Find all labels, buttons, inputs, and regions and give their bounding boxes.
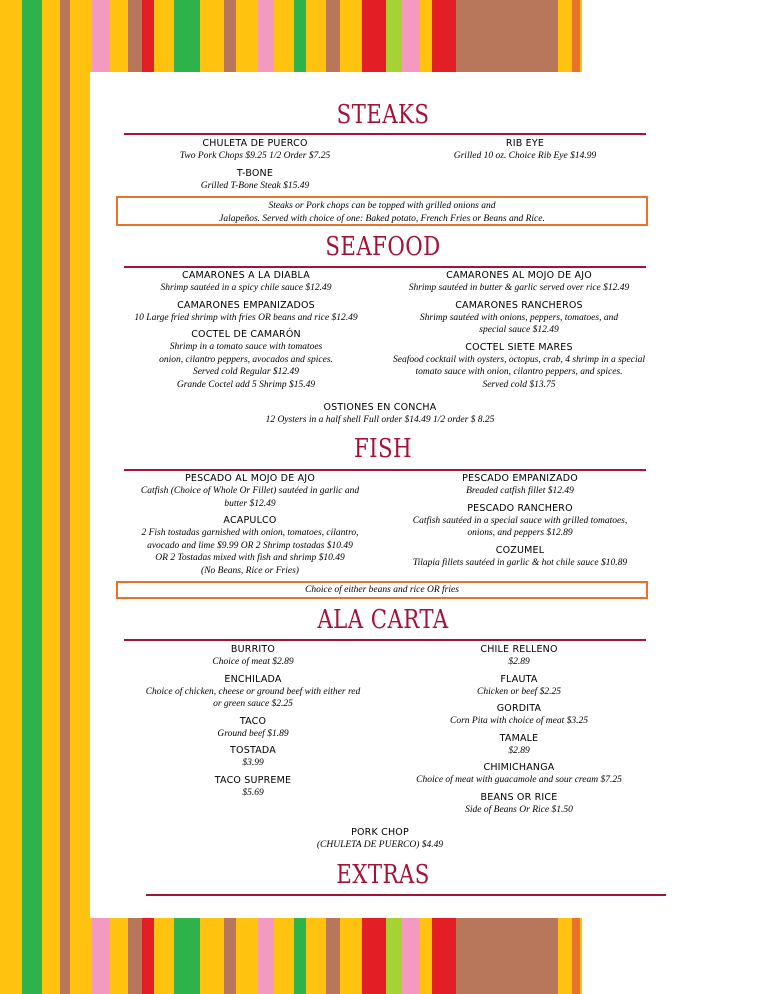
menu-item (112, 472, 388, 510)
stripe (22, 0, 42, 994)
item-desc: $3.99 (242, 758, 264, 768)
seafood-rule (124, 266, 646, 268)
menu-item (390, 137, 660, 163)
item-desc: $2.89 (508, 657, 530, 667)
item-name: CAMARONES EMPANIZADOS (177, 299, 315, 311)
item-desc: Grilled T-Bone Steak $15.49 (200, 180, 310, 191)
item-desc-line: OR 2 Tostadas mixed with fish and shrimp $10.49 (155, 553, 345, 563)
item-name: BEANS OR RICE (480, 791, 558, 803)
menu-item (386, 732, 652, 758)
menu-item (386, 702, 652, 728)
seafood-heading: SEAFOOD (325, 232, 441, 262)
item-name: ENCHILADA (224, 673, 282, 685)
steaks-left-column (120, 137, 390, 196)
menu-item (386, 673, 652, 699)
item-desc: 12 Oysters in a half shell Full order $14.49 1/2 order $ 8.25 (265, 415, 495, 425)
menu-panel (90, 72, 676, 918)
alacarta-left-column (120, 643, 386, 803)
item-desc: Shrimp sautéed in a spicy chile sauce $12.49 (160, 283, 332, 293)
item-desc: Corn Pita with choice of meat $3.25 (449, 716, 588, 726)
menu-item (110, 269, 382, 295)
item-desc-line: Choice of chicken, cheese or ground beef with either red (145, 686, 361, 697)
item-desc: $5.69 (242, 787, 264, 798)
menu-item (374, 299, 664, 337)
menu-item (386, 791, 652, 817)
steaks-note-line1: Steaks or Pork chops can be topped with grilled onions and (268, 201, 496, 211)
item-desc-line: tomato sauce with onion, cilantro peppers, and spices. (415, 367, 623, 377)
steaks-note-line2: Jalapeños. Served with choice of one: Baked potato, French Fries or Beans and Rice. (219, 213, 545, 224)
alacarta-heading: ALA CARTA (317, 605, 449, 635)
item-desc: Shrimp sautéed in butter & garlic served over rice $12.49 (408, 283, 630, 293)
item-desc-line: or green sauce $2.25 (213, 699, 293, 709)
extras-heading: EXTRAS (336, 860, 430, 890)
item-desc: Chicken or beef $2.25 (477, 686, 561, 697)
item-desc (110, 341, 382, 391)
menu-item (388, 472, 652, 498)
item-name: PESCADO AL MOJO DE AJO (184, 473, 315, 484)
item-desc-line: avocado and lime $9.99 OR 2 Shrimp tostadas $10.49 (147, 540, 353, 551)
item-name: COZUMEL (495, 544, 545, 556)
fish-heading: FISH (353, 434, 413, 464)
menu-item (120, 673, 386, 711)
item-desc-line: onion, cilantro peppers, avocados and spices. (159, 354, 333, 365)
item-name: GORDITA (496, 703, 542, 714)
seafood-right-column (374, 269, 664, 395)
item-name: COCTEL DE CAMARÓN (191, 329, 301, 340)
menu-item (110, 328, 382, 391)
stripe (60, 0, 70, 994)
alacarta-right-column (386, 643, 652, 820)
fish-note-box (116, 581, 648, 599)
item-name: BURRITO (230, 644, 276, 655)
stripe (0, 0, 22, 994)
item-desc: Tilapia fillets sautéed in garlic & hot chile sauce $10.89 (412, 557, 628, 568)
item-desc: Grilled 10 oz. Choice Rib Eye $14.99 (453, 151, 597, 161)
fish-left-column (112, 472, 388, 581)
item-desc-line: Served cold $13.75 (482, 379, 556, 390)
item-desc: Breaded catfish fillet $12.49 (466, 486, 574, 496)
menu-item (120, 774, 386, 800)
item-name: FLAUTA (500, 673, 538, 685)
item-desc (112, 527, 388, 577)
item-desc-line: Grande Coctel add 5 Shrimp $15.49 (176, 379, 316, 390)
item-desc: (CHULETA DE PUERCO) $4.49 (316, 840, 444, 850)
item-name: CHULETA DE PUERCO (202, 138, 308, 149)
item-desc-line: Catfish (Choice of Whole Or Fillet) sautéed in garlic and (140, 486, 360, 496)
alacarta-center-item (240, 826, 520, 856)
fish-rule (124, 469, 646, 471)
item-name: CHIMICHANGA (483, 762, 555, 773)
item-desc-line: Shrimp sautéed with onions, peppers, tomatoes, and (419, 312, 619, 323)
item-desc-line: butter $12.49 (224, 498, 276, 509)
stripe (42, 0, 60, 994)
item-name: PESCADO EMPANIZADO (462, 473, 578, 484)
item-desc (388, 515, 652, 540)
steaks-heading: STEAKS (336, 100, 430, 130)
item-desc (112, 485, 388, 510)
item-name: T-BONE (236, 167, 274, 179)
item-name: TACO (239, 715, 267, 727)
item-desc-line: Seafood cocktail with oysters, octopus, crab, 4 shrimp in a special (393, 354, 645, 365)
item-desc-line: 2 Fish tostadas garnished with onion, tomatoes, cilantro, (141, 528, 359, 538)
seafood-center-item (170, 401, 590, 431)
item-name: CAMARONES AL MOJO DE AJO (446, 270, 592, 281)
alacarta-rule (124, 639, 646, 641)
menu-item (112, 514, 388, 577)
item-desc: $2.89 (508, 745, 530, 756)
item-name: CAMARONES RANCHEROS (455, 299, 583, 311)
item-name: TOSTADA (230, 745, 276, 756)
item-name: RIB EYE (505, 138, 545, 149)
item-desc: 10 Large fried shrimp with fries OR beans and rice $12.49 (134, 312, 358, 323)
menu-item (120, 137, 390, 163)
item-name: PORK CHOP (351, 827, 409, 838)
steaks-note-box (116, 196, 648, 226)
menu-item (110, 299, 382, 325)
item-desc: Ground beef $1.89 (217, 728, 289, 739)
menu-item (386, 643, 652, 669)
extras-rule (146, 894, 666, 896)
menu-item (120, 744, 386, 770)
item-name: COCTEL SIETE MARES (465, 341, 573, 353)
item-desc: Side of Beans Or Rice $1.50 (465, 804, 573, 815)
menu-item (374, 269, 664, 295)
item-desc-line: Catfish sautéed in a special sauce with grilled tomatoes, (412, 515, 628, 526)
item-desc: Two Pork Chops $9.25 1/2 Order $7.25 (179, 151, 331, 161)
menu-item (120, 715, 386, 741)
item-desc-line: onions, and peppers $12.89 (467, 528, 573, 538)
menu-item (388, 544, 652, 570)
menu-item (120, 167, 390, 193)
item-desc-line: Shrimp in a tomato sauce with tomatoes (169, 342, 323, 352)
item-name: PESCADO RANCHERO (467, 502, 573, 514)
item-name: ACAPULCO (223, 515, 277, 526)
item-name: TACO SUPREME (214, 774, 292, 786)
menu-item (386, 761, 652, 787)
item-desc (120, 686, 386, 711)
item-desc (374, 312, 664, 337)
fish-note: Choice of either beans and rice OR fries (305, 585, 459, 595)
menu-item (374, 341, 664, 392)
item-desc (374, 354, 664, 392)
menu-item (388, 502, 652, 540)
steaks-rule (124, 133, 646, 135)
item-name: CAMARONES A LA DIABLA (182, 270, 310, 281)
stripe (70, 0, 92, 994)
item-name: OSTIONES EN CONCHA (323, 402, 437, 413)
item-desc-line: special sauce $12.49 (479, 325, 559, 335)
item-name: TAMALE (499, 732, 539, 744)
item-desc: Choice of meat $2.89 (212, 657, 294, 667)
fish-right-column (388, 472, 652, 573)
item-desc-line: (No Beans, Rice or Fries) (201, 565, 299, 576)
item-desc-line: Served cold Regular $12.49 (192, 367, 300, 377)
watermark: menupix (540, 902, 613, 920)
menu-item (120, 643, 386, 669)
item-name: CHILE RELLENO (480, 644, 558, 655)
steaks-right-column (390, 137, 660, 167)
seafood-left-column (110, 269, 382, 395)
item-desc: Choice of meat with guacamole and sour cream $7.25 (416, 775, 622, 785)
